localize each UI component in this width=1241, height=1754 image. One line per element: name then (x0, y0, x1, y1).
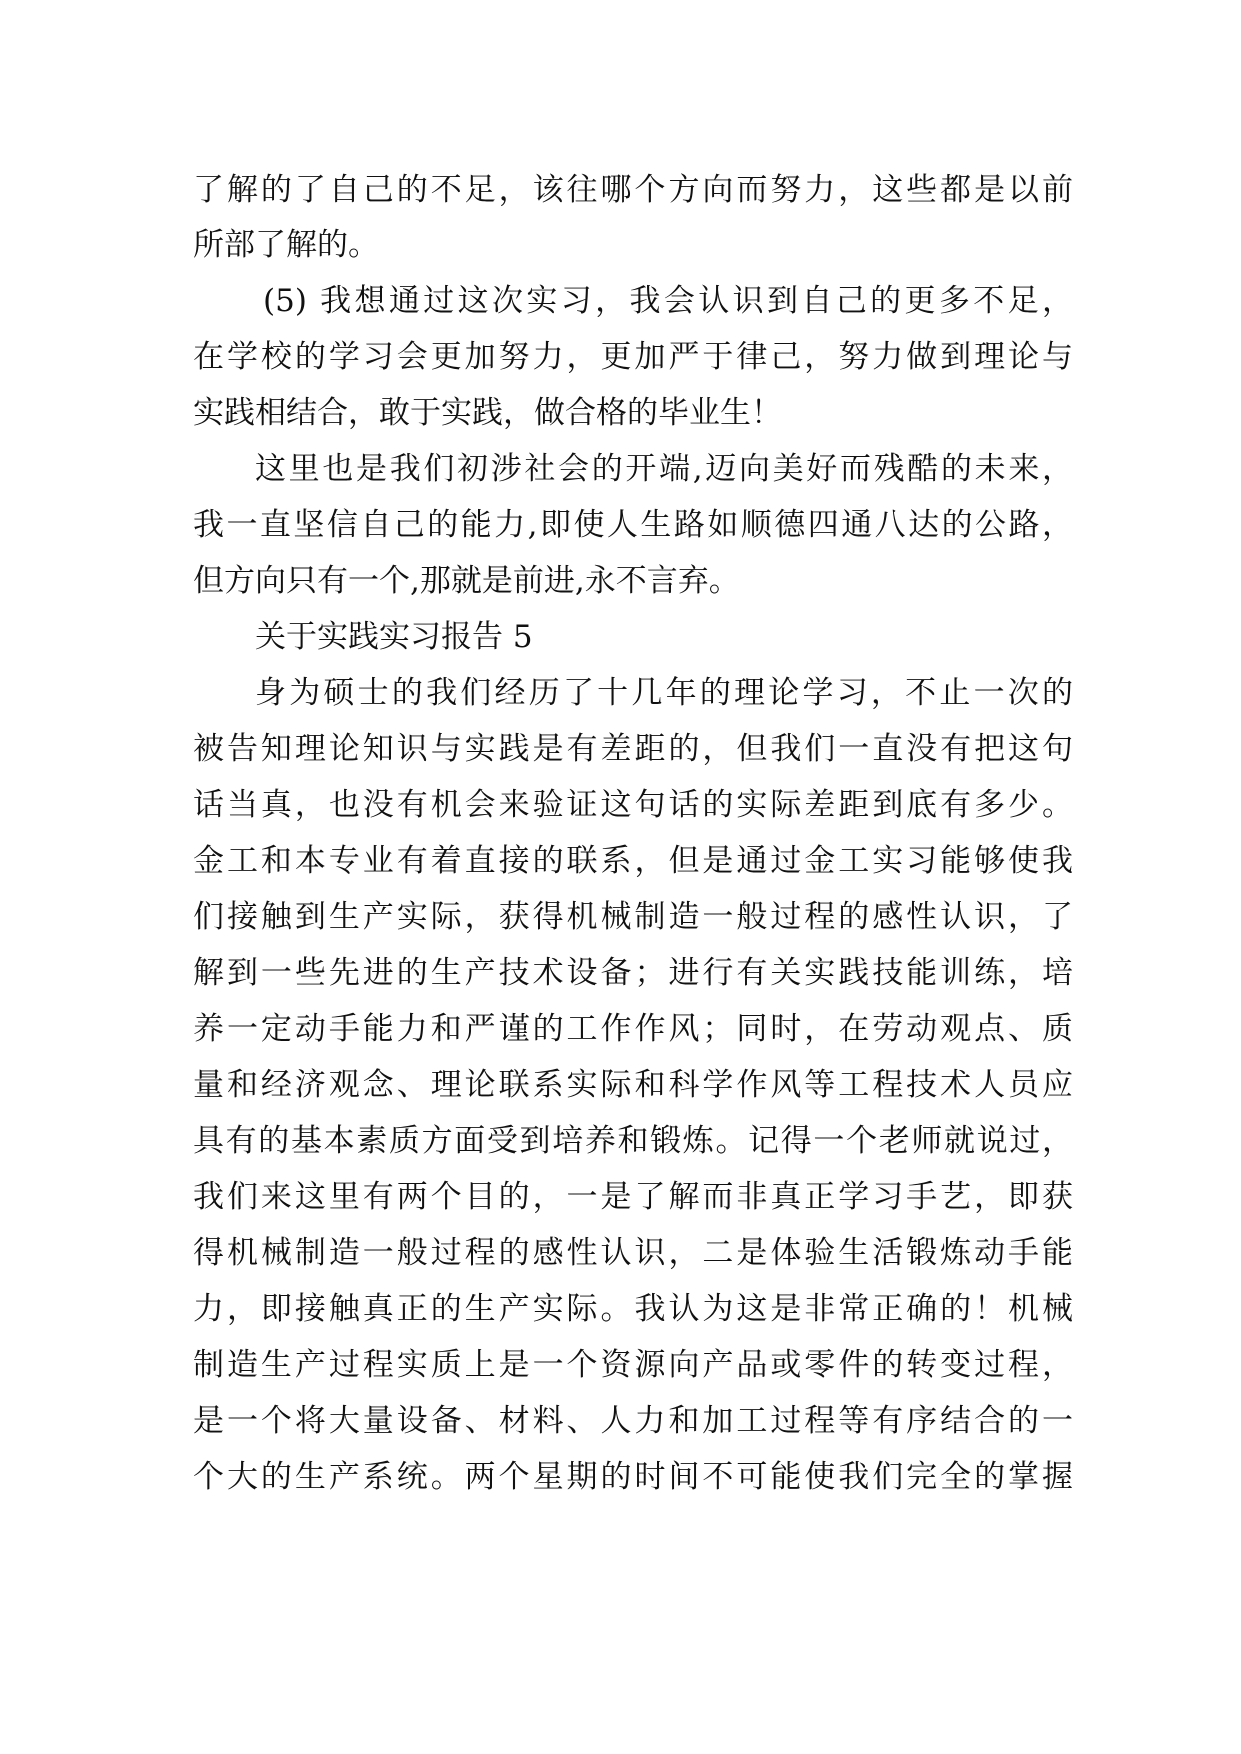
text-line: 被告知理论知识与实践是有差距的，但我们一直没有把这句 (193, 731, 1073, 767)
text-line: 实践相结合，敢于实践，做合格的毕业生！ (193, 395, 782, 431)
text-line: 力，即接触真正的生产实际。我认为这是非常正确的！机械 (193, 1291, 1073, 1327)
text-line: 制造生产过程实质上是一个资源向产品或零件的转变过程， (193, 1347, 1073, 1383)
text-line: 解到一些先进的生产技术设备；进行有关实践技能训练，培 (193, 955, 1073, 991)
text-line: 得机械制造一般过程的感性认识，二是体验生活锻炼动手能 (193, 1235, 1073, 1271)
text-line: 金工和本专业有着直接的联系，但是通过金工实习能够使我 (193, 843, 1073, 879)
text-line: 话当真，也没有机会来验证这句话的实际差距到底有多少。 (193, 787, 1073, 823)
text-line: (5) 我想通过这次实习，我会认识到自己的更多不足， (263, 283, 1073, 319)
text-line: 在学校的学习会更加努力，更加严于律己，努力做到理论与 (193, 339, 1073, 375)
text-line: 是一个将大量设备、材料、人力和加工过程等有序结合的一 (193, 1403, 1073, 1439)
text-line: 身为硕士的我们经历了十几年的理论学习，不止一次的 (255, 675, 1073, 711)
text-line: 具有的基本素质方面受到培养和锻炼。记得一个老师就说过， (193, 1123, 1073, 1159)
text-line: 们接触到生产实际，获得机械制造一般过程的感性认识，了 (193, 899, 1073, 935)
text-line: 我一直坚信自己的能力,即使人生路如顺德四通八达的公路， (193, 507, 1073, 543)
text-line: 我们来这里有两个目的，一是了解而非真正学习手艺，即获 (193, 1179, 1073, 1215)
text-line: 养一定动手能力和严谨的工作作风；同时，在劳动观点、质 (193, 1011, 1073, 1047)
text-line: 但方向只有一个,那就是前进,永不言弃。 (193, 563, 740, 599)
text-line: 所部了解的。 (193, 227, 379, 263)
text-line: 了解的了自己的不足，该往哪个方向而努力，这些都是以前 (193, 172, 1073, 208)
text-line: 这里也是我们初涉社会的开端,迈向美好而残酷的未来， (255, 451, 1073, 487)
text-line: 个大的生产系统。两个星期的时间不可能使我们完全的掌握 (193, 1459, 1073, 1495)
section-heading: 关于实践实习报告 5 (255, 619, 533, 655)
text-line: 量和经济观念、理论联系实际和科学作风等工程技术人员应 (193, 1067, 1073, 1103)
